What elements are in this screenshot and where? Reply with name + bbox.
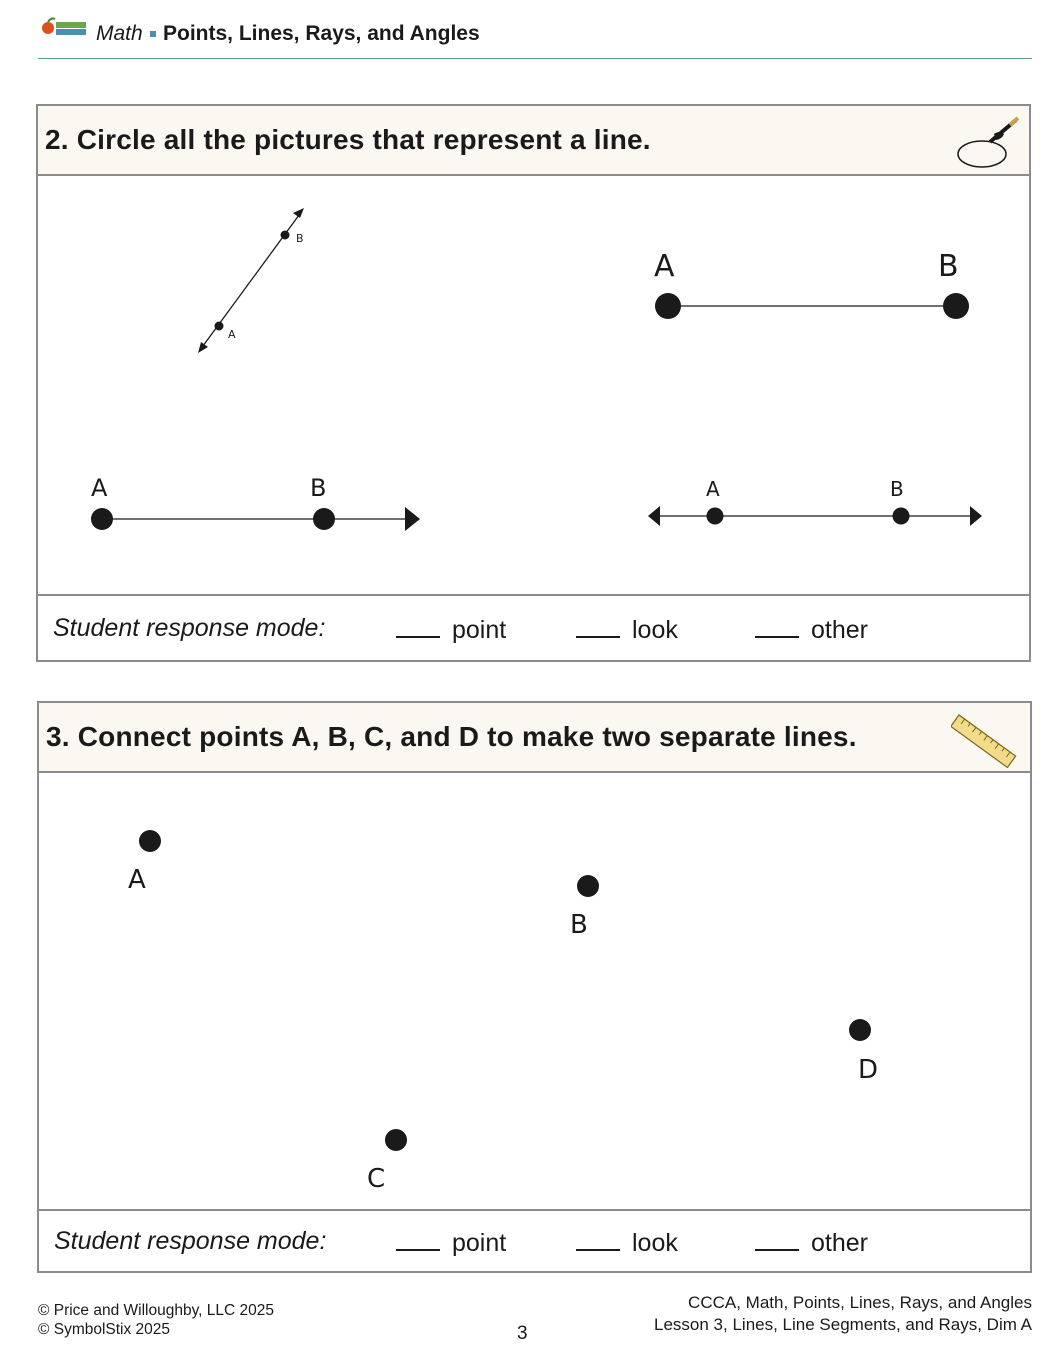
point-b	[943, 293, 969, 319]
blank-line[interactable]	[755, 614, 799, 638]
option-look[interactable]: look	[576, 1227, 678, 1258]
copyright-line-2: © SymbolStix 2025	[38, 1320, 171, 1338]
figure-segment[interactable]	[654, 249, 969, 319]
blank-line[interactable]	[396, 1227, 440, 1251]
blank-line[interactable]	[755, 1227, 799, 1251]
point-d-group[interactable]	[849, 1019, 878, 1085]
footer-copyright	[38, 1302, 274, 1339]
question-2-text: 2. Circle all the pictures that represent a line.	[45, 124, 651, 155]
question-2-figures	[38, 176, 1029, 598]
arrowhead-icon	[198, 342, 208, 353]
page-number: 3	[517, 1323, 528, 1344]
option-other[interactable]: other	[755, 614, 868, 645]
course-line: CCCA, Math, Points, Lines, Rays, and Angles	[688, 1293, 1032, 1312]
question-3-points	[39, 773, 1030, 1213]
label-a: A	[228, 328, 236, 341]
label-a: A	[706, 477, 720, 501]
point-c	[385, 1129, 407, 1151]
blank-line[interactable]	[576, 1227, 620, 1251]
option-other[interactable]: other	[755, 1227, 868, 1258]
label-b: B	[310, 474, 327, 502]
option-look[interactable]: look	[576, 614, 678, 645]
question-2-box	[36, 104, 1031, 662]
arrowhead-icon	[293, 208, 304, 218]
point-a	[91, 508, 113, 530]
response-mode-row	[39, 1209, 1030, 1271]
footer-lesson-info	[654, 1292, 1032, 1336]
response-mode-label: Student response mode:	[53, 614, 326, 642]
question-2-header	[38, 106, 1029, 176]
arrowhead-icon	[648, 506, 660, 526]
label-a: A	[91, 474, 108, 502]
point-b	[281, 231, 290, 240]
point-b	[893, 508, 910, 525]
response-mode-row	[38, 594, 1029, 660]
label-d: D	[858, 1055, 879, 1085]
arrowhead-icon	[405, 507, 420, 531]
point-a	[707, 508, 724, 525]
label-b: B	[570, 910, 588, 940]
figure-line-horizontal[interactable]	[648, 477, 982, 526]
question-3-header	[39, 703, 1030, 773]
label-b: B	[890, 477, 904, 501]
point-c-group[interactable]	[367, 1129, 407, 1194]
label-a: A	[128, 865, 146, 895]
special-simplified-logo-icon	[38, 16, 90, 42]
point-a	[655, 293, 681, 319]
point-d	[849, 1019, 871, 1041]
figure-ray[interactable]	[91, 474, 420, 531]
point-b	[313, 508, 335, 530]
point-b-group[interactable]	[570, 875, 599, 940]
point-b	[577, 875, 599, 897]
question-3-text: 3. Connect points A, B, C, and D to make two separate lines.	[46, 721, 857, 752]
circle-with-pencil-icon	[950, 112, 1026, 172]
option-point[interactable]: point	[396, 1227, 506, 1258]
header-separator	[150, 31, 156, 37]
point-a	[215, 322, 224, 331]
point-a-group[interactable]	[128, 830, 161, 895]
lesson-line: Lesson 3, Lines, Line Segments, and Rays, Dim A	[654, 1315, 1032, 1334]
subject-label: Math	[96, 22, 143, 45]
question-3-box	[37, 701, 1032, 1273]
label-c: C	[367, 1164, 386, 1194]
blank-line[interactable]	[396, 614, 440, 638]
arrowhead-icon	[970, 506, 982, 526]
response-mode-label: Student response mode:	[54, 1227, 327, 1255]
point-a	[139, 830, 161, 852]
label-a: A	[654, 249, 675, 284]
option-point[interactable]: point	[396, 614, 506, 645]
copyright-line-1: © Price and Willoughby, LLC 2025	[38, 1302, 275, 1319]
blank-line[interactable]	[576, 614, 620, 638]
figure-line-diagonal[interactable]	[198, 208, 304, 353]
label-b: B	[938, 249, 959, 284]
page-title: Points, Lines, Rays, and Angles	[163, 22, 480, 45]
page-header	[38, 16, 1032, 59]
label-b: B	[296, 232, 304, 245]
ruler-icon	[951, 707, 1025, 769]
